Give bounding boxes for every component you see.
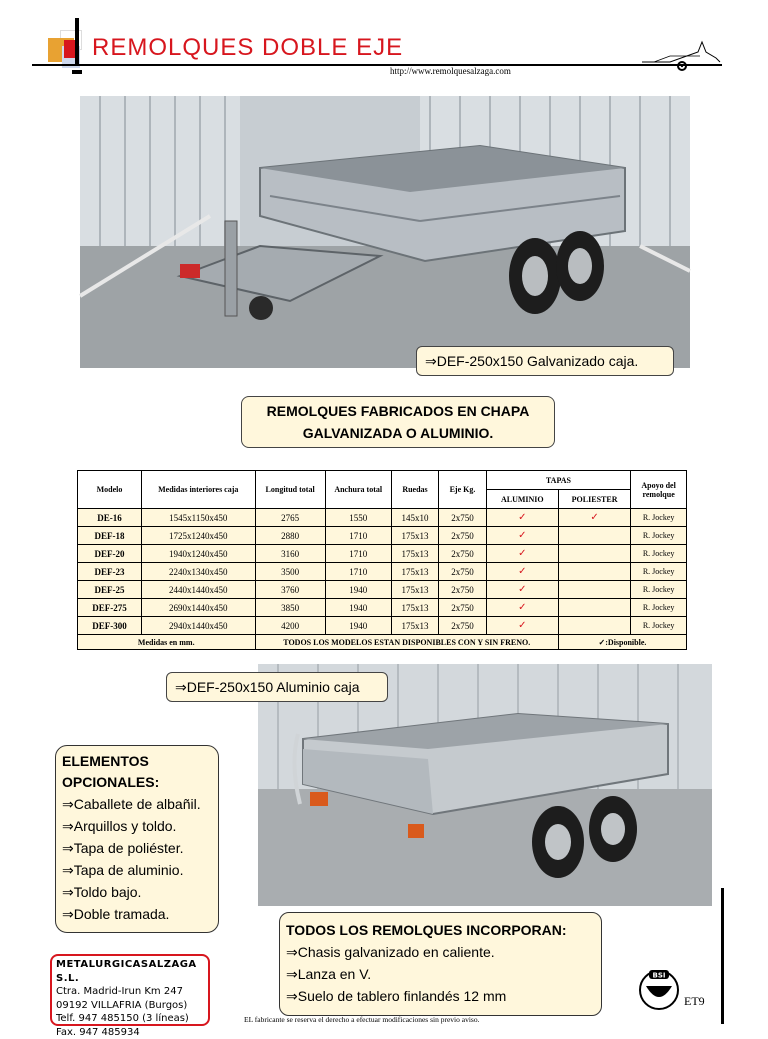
table-row: [78, 617, 687, 635]
cell-anchura: 1940: [325, 599, 391, 617]
cell-eje: 2x750: [439, 527, 486, 545]
cell-ruedas: 175x13: [391, 545, 438, 563]
company-phone: Telf. 947 485150 (3 líneas): [56, 1012, 204, 1026]
cell-apoyo: R. Jockey: [631, 509, 687, 527]
table-row: [78, 527, 687, 545]
cell-poliester-check: [558, 527, 630, 545]
cell-anchura: 1550: [325, 509, 391, 527]
cell-eje: 2x750: [439, 581, 486, 599]
cell-ruedas: 175x13: [391, 617, 438, 635]
table-row: [78, 563, 687, 581]
bsi-certification-icon: [636, 964, 682, 1018]
list-item: ⇒Toldo bajo.: [62, 881, 212, 903]
cell-eje: 2x750: [439, 599, 486, 617]
cell-medidas: 2440x1440x450: [141, 581, 255, 599]
cell-eje: 2x750: [439, 509, 486, 527]
header-anchura: Anchura total: [325, 471, 391, 509]
cell-longitud: 3160: [255, 545, 325, 563]
header-eje: Eje Kg.: [439, 471, 486, 509]
cell-modelo: DEF-25: [78, 581, 142, 599]
cell-poliester-check: [558, 563, 630, 581]
cell-ruedas: 175x13: [391, 581, 438, 599]
cell-medidas: 1725x1240x450: [141, 527, 255, 545]
cell-longitud: 4200: [255, 617, 325, 635]
cell-apoyo: R. Jockey: [631, 581, 687, 599]
cell-ruedas: 175x13: [391, 599, 438, 617]
header-longitud: Longitud total: [255, 471, 325, 509]
header-tapas: TAPAS: [486, 471, 631, 490]
cell-apoyo: R. Jockey: [631, 545, 687, 563]
cell-anchura: 1940: [325, 617, 391, 635]
cell-modelo: DEF-20: [78, 545, 142, 563]
table-row: [78, 509, 687, 527]
banner-line-1: REMOLQUES FABRICADOS EN CHAPA: [242, 400, 554, 422]
cell-longitud: 2765: [255, 509, 325, 527]
company-contact-box: [50, 954, 210, 1026]
cell-eje: 2x750: [439, 617, 486, 635]
list-item: ⇒Caballete de albañil.: [62, 793, 212, 815]
features-title: TODOS LOS REMOLQUES INCORPORAN:: [286, 919, 595, 941]
spec-table: [77, 470, 687, 650]
cell-modelo: DEF-23: [78, 563, 142, 581]
cell-ruedas: 145x10: [391, 509, 438, 527]
cell-longitud: 3760: [255, 581, 325, 599]
footer-units: Medidas en mm.: [78, 635, 256, 650]
cell-ruedas: 175x13: [391, 527, 438, 545]
list-item: ⇒Tapa de poliéster.: [62, 837, 212, 859]
header-medidas: Medidas interiores caja: [141, 471, 255, 509]
cell-eje: 2x750: [439, 545, 486, 563]
header-poliester: POLIESTER: [558, 490, 630, 509]
cell-anchura: 1710: [325, 545, 391, 563]
galvanized-trailer-photo: [80, 96, 690, 368]
cell-aluminio-check: ✓: [486, 617, 558, 635]
header-apoyo: Apoyo del remolque: [631, 471, 687, 509]
right-rule: [721, 888, 724, 1024]
footer-legend: ✓:Disponible.: [558, 635, 686, 650]
cell-ruedas: 175x13: [391, 563, 438, 581]
cell-medidas: 2240x1340x450: [141, 563, 255, 581]
cell-aluminio-check: ✓: [486, 509, 558, 527]
header-aluminio: ALUMINIO: [486, 490, 558, 509]
table-row: [78, 545, 687, 563]
cell-eje: 2x750: [439, 563, 486, 581]
banner-line-2: GALVANIZADA O ALUMINIO.: [242, 422, 554, 444]
trailer-icon: [640, 36, 722, 76]
cell-aluminio-check: ✓: [486, 563, 558, 581]
footer-note: TODOS LOS MODELOS ESTAN DISPONIBLES CON Y SIN FRENO.: [255, 635, 558, 650]
header-modelo: Modelo: [78, 471, 142, 509]
header-rule: [32, 64, 722, 66]
list-item: ⇒Chasis galvanizado en caliente.: [286, 941, 595, 963]
materials-banner: [241, 396, 555, 448]
optional-elements-box: [55, 745, 219, 933]
cell-medidas: 2690x1440x450: [141, 599, 255, 617]
cell-apoyo: R. Jockey: [631, 599, 687, 617]
cell-poliester-check: [558, 581, 630, 599]
cell-apoyo: R. Jockey: [631, 617, 687, 635]
list-item: ⇒Suelo de tablero finlandés 12 mm: [286, 985, 595, 1007]
cell-aluminio-check: ✓: [486, 545, 558, 563]
list-item: ⇒Doble tramada.: [62, 903, 212, 925]
standard-features-box: [279, 912, 602, 1016]
cell-longitud: 3500: [255, 563, 325, 581]
photo1-caption: ⇒DEF-250x150 Galvanizado caja.: [416, 346, 674, 376]
cert-logo-text: BSI: [653, 972, 666, 980]
company-name: METALURGICASALZAGA S.L.: [56, 958, 204, 985]
options-title-2: OPCIONALES:: [62, 772, 212, 793]
cell-poliester-check: [558, 545, 630, 563]
page-title: REMOLQUES DOBLE EJE: [92, 34, 403, 62]
cell-anchura: 1710: [325, 527, 391, 545]
list-item: ⇒Lanza en V.: [286, 963, 595, 985]
company-city: 09192 VILLAFRIA (Burgos): [56, 999, 204, 1013]
cell-anchura: 1710: [325, 563, 391, 581]
catalog-page-code: ET9: [684, 994, 705, 1009]
table-header-row: [78, 471, 687, 490]
cell-modelo: DEF-300: [78, 617, 142, 635]
logo-bar: [75, 18, 79, 64]
list-item: ⇒Arquillos y toldo.: [62, 815, 212, 837]
cell-longitud: 2880: [255, 527, 325, 545]
company-address: Ctra. Madrid-Irun Km 247: [56, 985, 204, 999]
table-footer-row: [78, 635, 687, 650]
cell-poliester-check: ✓: [558, 509, 630, 527]
table-row: [78, 599, 687, 617]
cell-medidas: 1940x1240x450: [141, 545, 255, 563]
cell-medidas: 2940x1440x450: [141, 617, 255, 635]
header-ruedas: Ruedas: [391, 471, 438, 509]
photo2-caption: ⇒DEF-250x150 Aluminio caja: [166, 672, 388, 702]
table-row: [78, 581, 687, 599]
list-item: ⇒Tapa de aluminio.: [62, 859, 212, 881]
options-title-1: ELEMENTOS: [62, 751, 212, 772]
logo-dash: [72, 70, 82, 74]
cell-modelo: DE-16: [78, 509, 142, 527]
disclaimer-note: EL fabricante se reserva el derecho a efectuar modificaciones sin previo aviso.: [244, 1015, 479, 1024]
cell-modelo: DEF-275: [78, 599, 142, 617]
cell-apoyo: R. Jockey: [631, 563, 687, 581]
company-fax: Fax. 947 485934: [56, 1026, 204, 1039]
cell-aluminio-check: ✓: [486, 581, 558, 599]
website-url[interactable]: http://www.remolquesalzaga.com: [390, 66, 511, 76]
cell-modelo: DEF-18: [78, 527, 142, 545]
cell-poliester-check: [558, 617, 630, 635]
cell-medidas: 1545x1150x450: [141, 509, 255, 527]
cell-longitud: 3850: [255, 599, 325, 617]
cell-aluminio-check: ✓: [486, 527, 558, 545]
cell-aluminio-check: ✓: [486, 599, 558, 617]
cell-poliester-check: [558, 599, 630, 617]
cell-anchura: 1940: [325, 581, 391, 599]
cell-apoyo: R. Jockey: [631, 527, 687, 545]
